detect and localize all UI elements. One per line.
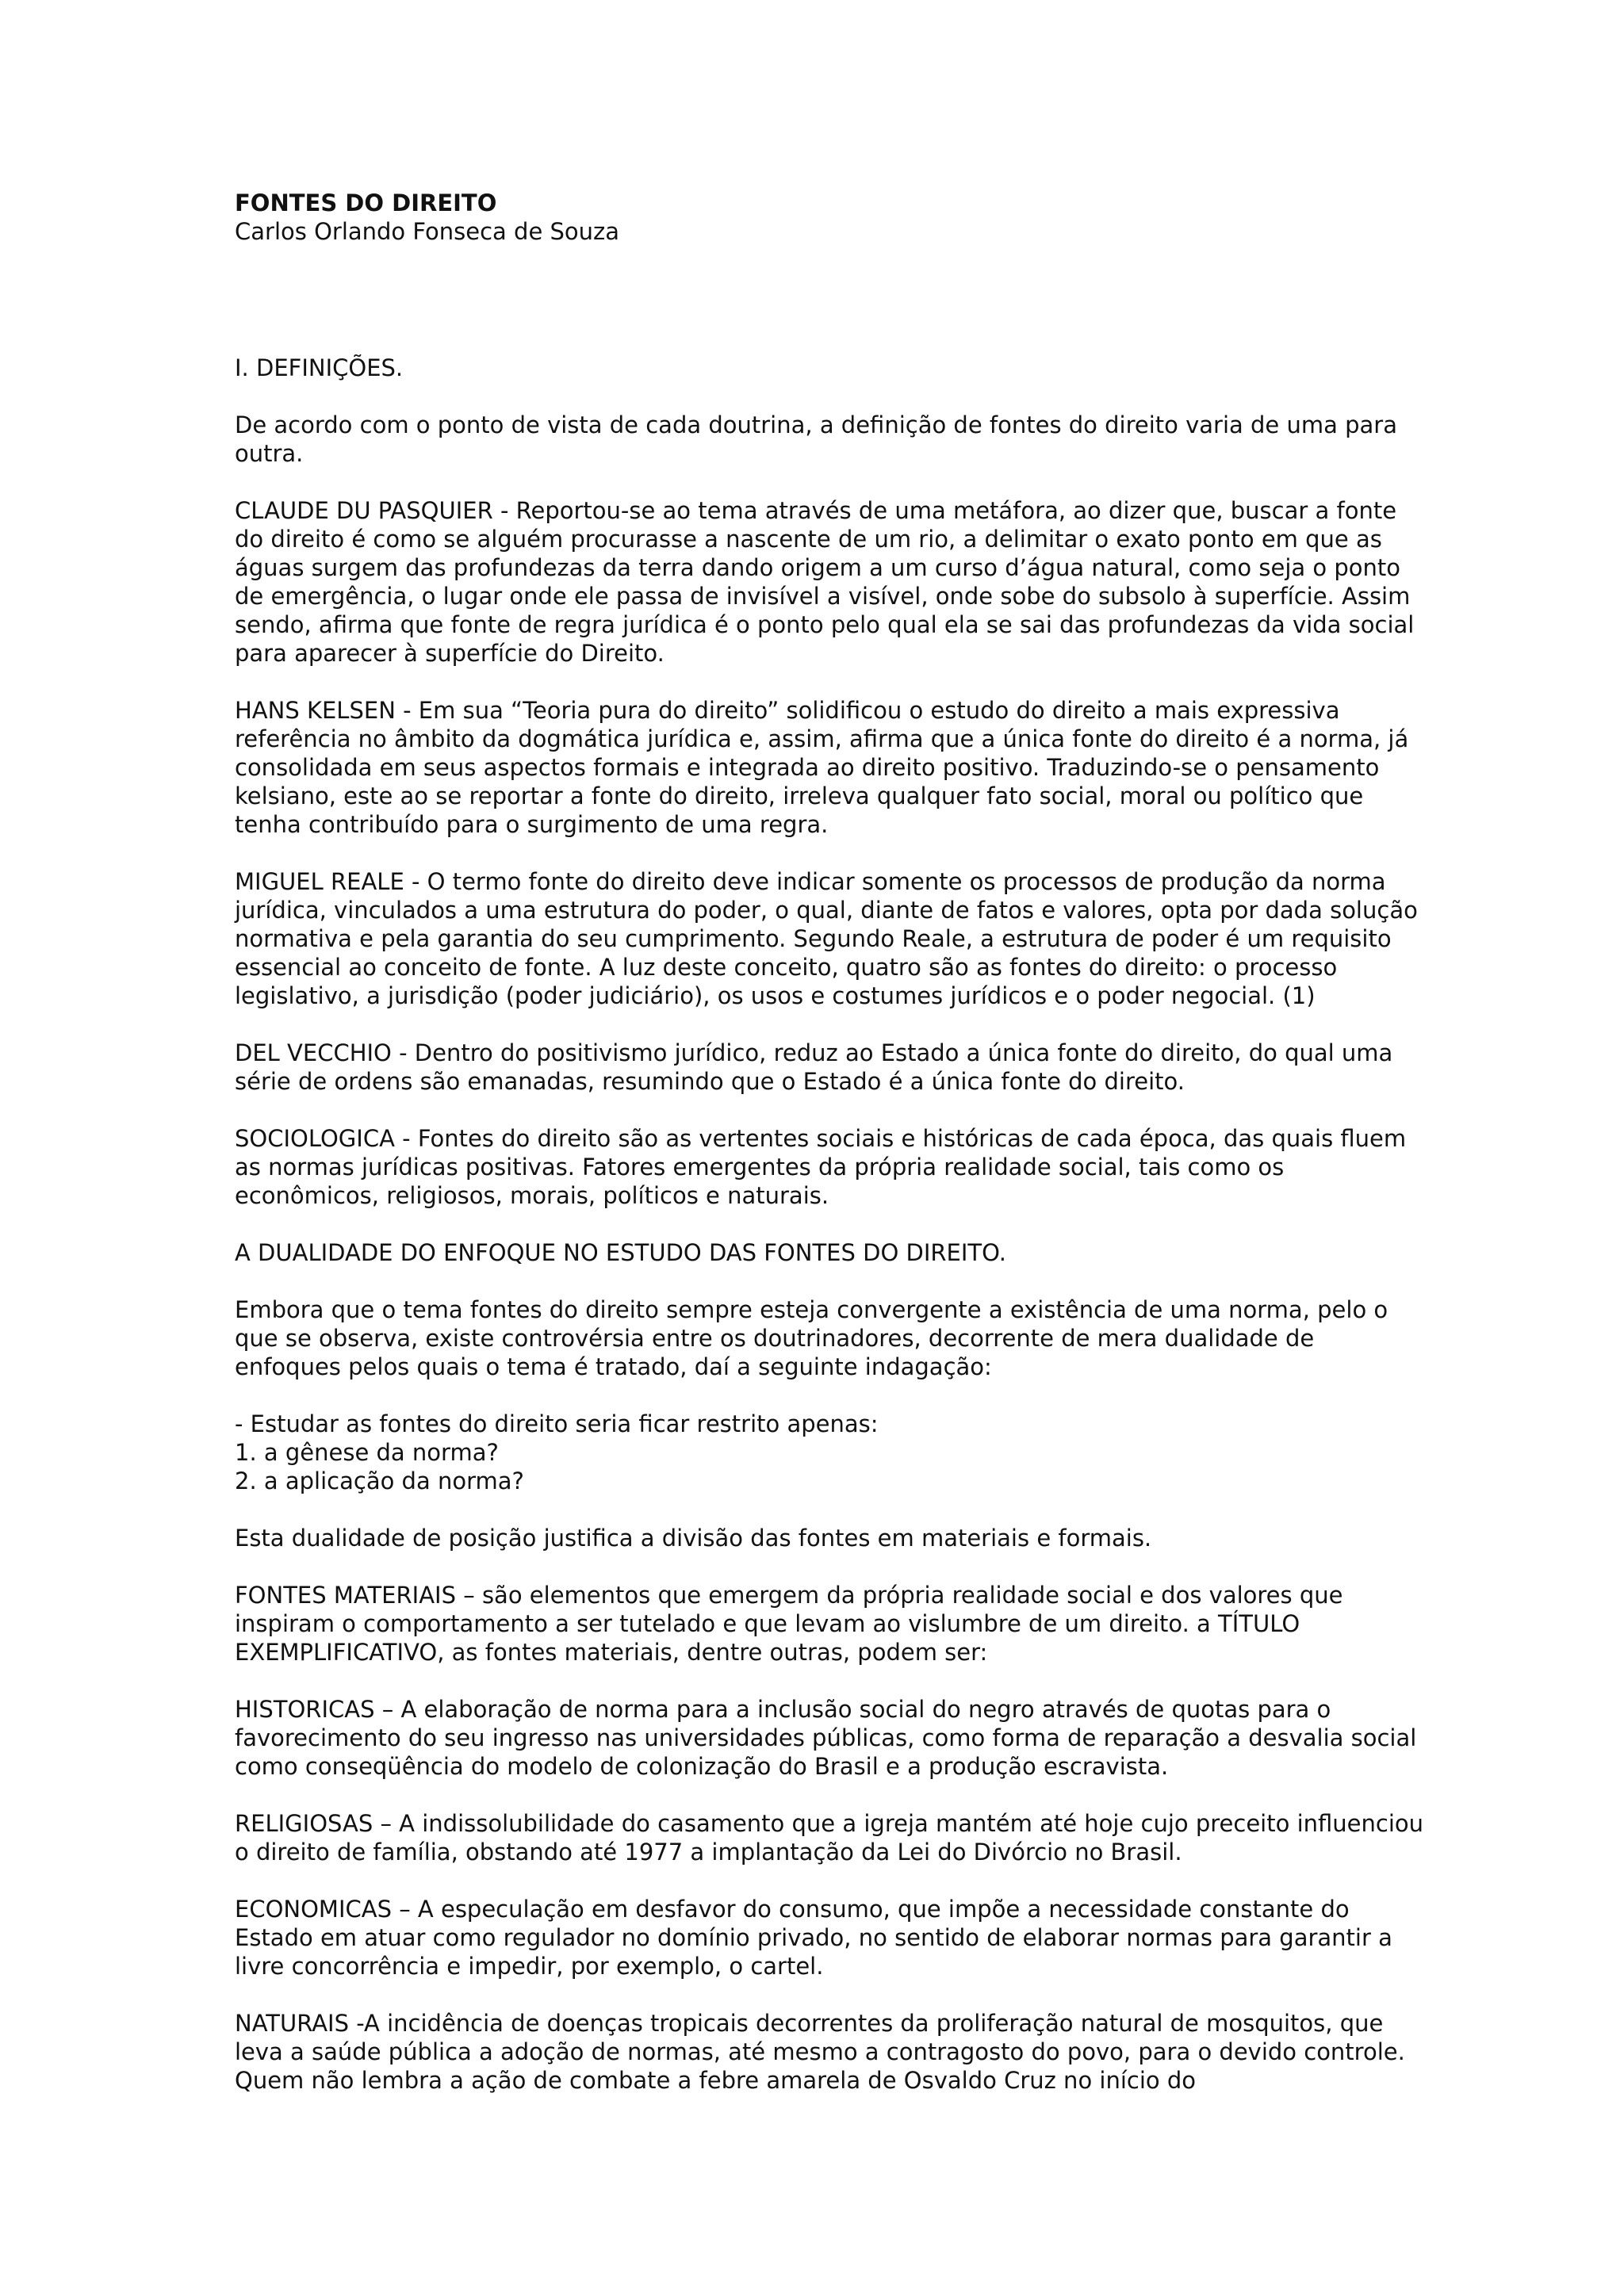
paragraph: DEL VECCHIO - Dentro do positivismo jurídico, reduz ao Estado a única fonte do direito, do qual uma série de ordens são emanadas, resumindo que o Estado é a única fonte do direito. bbox=[235, 1039, 1393, 1095]
section-heading: I. DEFINIÇÕES. bbox=[235, 354, 404, 381]
paragraph: HISTORICAS – A elaboração de norma para a inclusão social do negro através de quotas para o favorecimento do seu ingresso nas universidades públicas, como forma de reparação a desvalia social como conseqüência do modelo de colonização do Brasil e a produção escravista. bbox=[235, 1696, 1417, 1780]
paragraph: MIGUEL REALE - O termo fonte do direito deve indicar somente os processos de produção da norma jurídica, vinculados a uma estrutura do poder, o qual, diante de fatos e valores, opta por dada solução normativa e pela garantia do seu cumprimento. Segundo Reale, a estrutura de poder é um requisito essencial ao conceito de fonte. A luz deste conceito, quatro são as fontes do direito: o processo legislativo, a jurisdição (poder judiciário), os usos e costumes jurídicos e o poder negocial. (1) bbox=[235, 868, 1418, 1009]
paragraph: RELIGIOSAS – A indissolubilidade do casamento que a igreja mantém até hoje cujo preceito influenciou o direito de família, obstando até 1977 a implantação da Lei do Divórcio no Brasil. bbox=[235, 1810, 1423, 1866]
paragraph-group-b bbox=[235, 1524, 1424, 2095]
paragraph-group-a bbox=[235, 411, 1424, 1381]
document-author: Carlos Orlando Fonseca de Souza bbox=[235, 218, 620, 245]
document-page bbox=[235, 189, 1424, 2123]
paragraph: De acordo com o ponto de vista de cada doutrina, a definição de fontes do direito varia de uma para outra. bbox=[235, 411, 1397, 467]
list-item: 2. a aplicação da norma? bbox=[235, 1468, 524, 1494]
paragraph: Embora que o tema fontes do direito sempre esteja convergente a existência de uma norma, pelo o que se observa, existe controvérsia entre os doutrinadores, decorrente de mera dualidade de enfoques pelos quais o tema é tratado, daí a seguinte indagação: bbox=[235, 1296, 1388, 1380]
spacer bbox=[235, 246, 1424, 354]
paragraph: SOCIOLOGICA - Fontes do direito são as vertentes sociais e históricas de cada época, das quais fluem as normas jurídicas positivas. Fatores emergentes da própria realidade social, tais como os econômicos, religiosos, morais, políticos e naturais. bbox=[235, 1125, 1407, 1209]
subheading: A DUALIDADE DO ENFOQUE NO ESTUDO DAS FONTES DO DIREITO. bbox=[235, 1239, 1006, 1266]
paragraph: NATURAIS -A incidência de doenças tropicais decorrentes da proliferação natural de mosquitos, que leva a saúde pública a adoção de normas, até mesmo a contragosto do povo, para o devido controle. Quem não lembra a ação de combate a febre amarela de Osvaldo Cruz no início do bbox=[235, 2010, 1405, 2094]
document-title: FONTES DO DIREITO bbox=[235, 189, 497, 216]
list-item: - Estudar as fontes do direito seria ficar restrito apenas: bbox=[235, 1410, 879, 1437]
paragraph: HANS KELSEN - Em sua “Teoria pura do direito” solidificou o estudo do direito a mais expressiva referência no âmbito da dogmática jurídica e, assim, afirma que a única fonte do direito é a norma, já consolidada em seus aspectos formais e integrada ao direito positivo. Traduzindo-se o pensamento kelsiano, este ao se reportar a fonte do direito, irreleva qualquer fato social, moral ou político que tenha contribuído para o surgimento de uma regra. bbox=[235, 697, 1409, 838]
paragraph: FONTES MATERIAIS – são elementos que emergem da própria realidade social e dos valores que inspiram o comportamento a ser tutelado e que levam ao vislumbre de um direito. a TÍTULO EXEMPLIFICATIVO, as fontes materiais, dentre outras, podem ser: bbox=[235, 1582, 1343, 1666]
list-item: 1. a gênese da norma? bbox=[235, 1439, 499, 1466]
paragraph: CLAUDE DU PASQUIER - Reportou-se ao tema através de uma metáfora, ao dizer que, buscar a fonte do direito é como se alguém procurasse a nascente de um rio, a delimitar o exato ponto em que as águas surgem das profundezas da terra dando origem a um curso d’água natural, como seja o ponto de emergência, o lugar onde ele passa de invisível a visível, onde sobe do subsolo à superfície. Assim sendo, afirma que fonte de regra jurídica é o ponto pelo qual ela se sai das profundezas da vida social para aparecer à superfície do Direito. bbox=[235, 497, 1415, 667]
question-list bbox=[235, 1410, 1424, 1495]
paragraph: Esta dualidade de posição justifica a divisão das fontes em materiais e formais. bbox=[235, 1525, 1152, 1552]
paragraph: ECONOMICAS – A especulação em desfavor do consumo, que impõe a necessidade constante do Estado em atuar como regulador no domínio privado, no sentido de elaborar normas para garantir a livre concorrência e impedir, por exemplo, o cartel. bbox=[235, 1896, 1392, 1980]
